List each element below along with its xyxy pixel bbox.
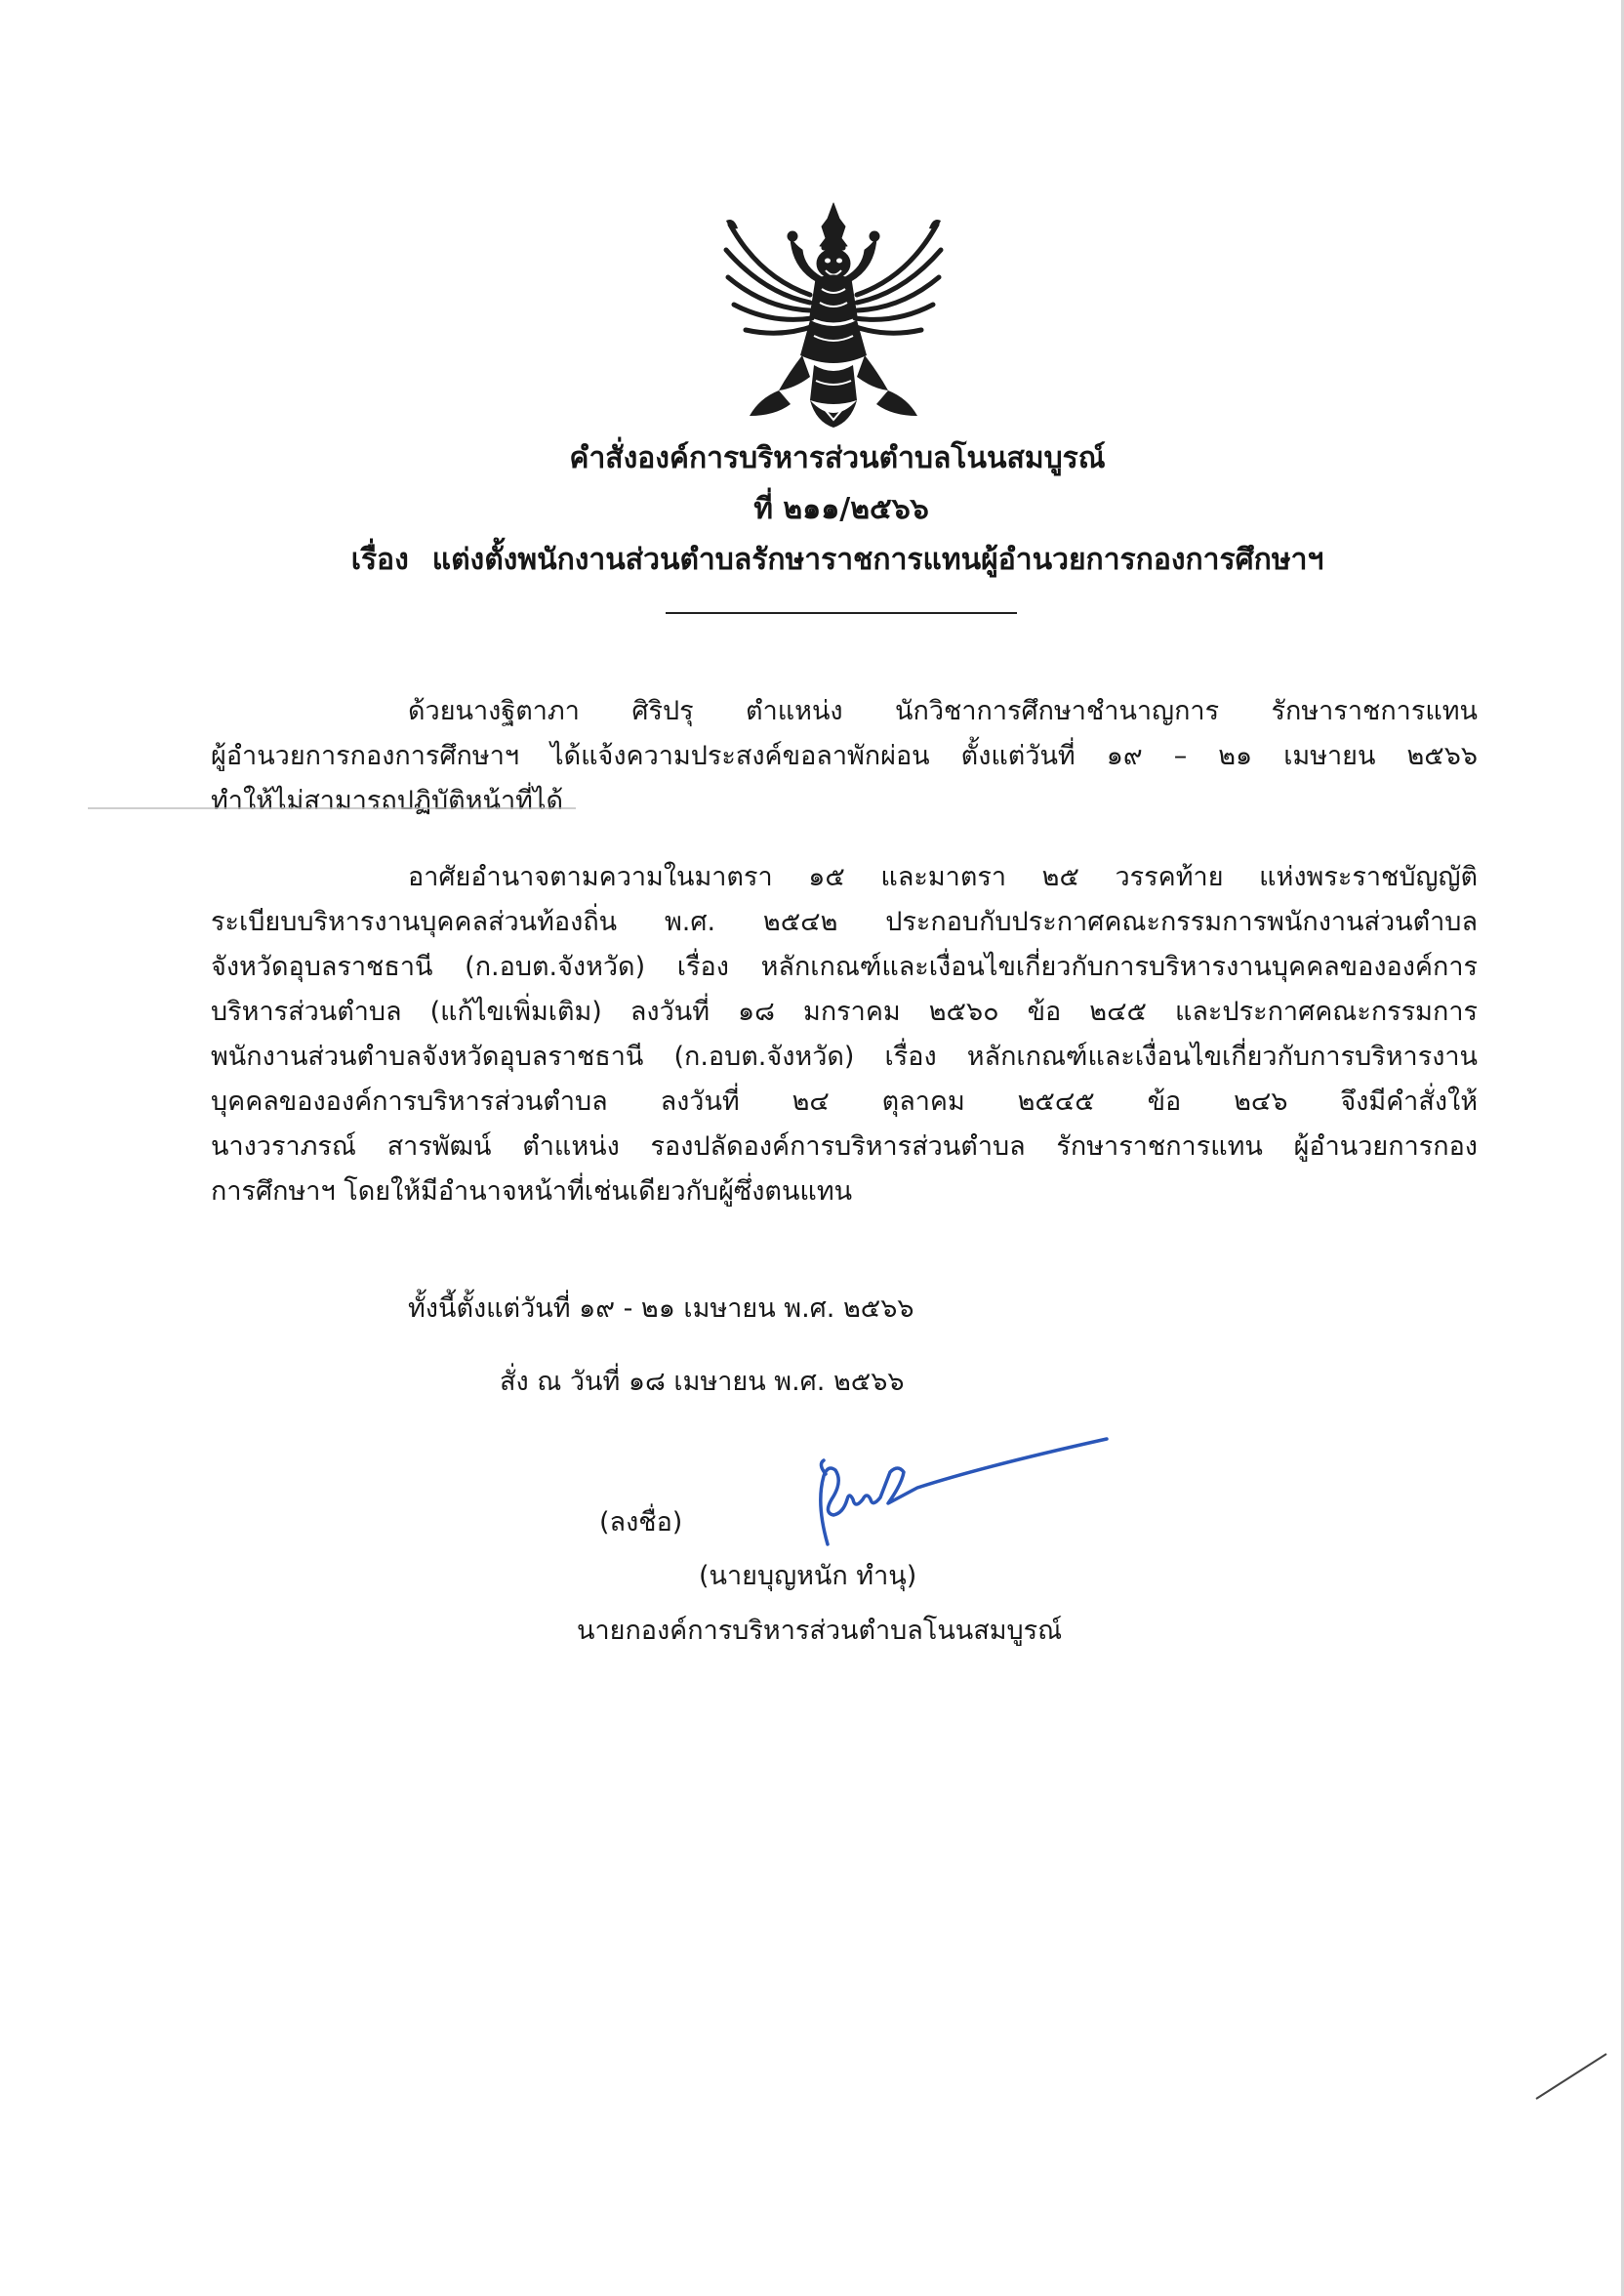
subject-label: เรื่อง bbox=[350, 543, 409, 577]
order-date: สั่ง ณ วันที่ ๑๘ เมษายน พ.ศ. ๒๕๖๖ bbox=[500, 1367, 905, 1397]
handwritten-signature-icon bbox=[789, 1435, 1111, 1572]
scan-stroke-mark bbox=[1532, 2048, 1610, 2107]
heading-divider bbox=[666, 612, 1017, 614]
effective-date: ทั้งนี้ตั้งแต่วันที่ ๑๙ - ๒๑ เมษายน พ.ศ. ๒๕๖๖ bbox=[408, 1293, 914, 1324]
paragraph-line: อาศัยอำนาจตามความในมาตรา ๑๕ และมาตรา ๒๕ วรรคท้าย แห่งพระราชบัญญัติ bbox=[408, 862, 1478, 892]
paragraph-2 bbox=[211, 855, 1478, 1214]
paragraph-line: ผู้อำนวยการกองการศึกษาฯ ได้แจ้งความประสงค์ขอลาพักผ่อน ตั้งแต่วันที่ ๑๙ – ๒๑ เมษายน ๒๕๖๖ bbox=[211, 741, 1478, 771]
paragraph-line: ระเบียบบริหารงานบุคคลส่วนท้องถิ่น พ.ศ. ๒๕๔๒ ประกอบกับประกาศคณะกรรมการพนักงานส่วนตำบล bbox=[211, 907, 1478, 937]
order-subject bbox=[25, 541, 1624, 580]
order-title: คำสั่งองค์การบริหารส่วนตำบลโนนสมบูรณ์ bbox=[569, 441, 1106, 475]
paragraph-line: การศึกษาฯ โดยให้มีอำนาจหน้าที่เช่นเดียวกับผู้ซึ่งตนแทน bbox=[211, 1176, 853, 1207]
signer-name: (นายบุญหนัก ทำนุ) bbox=[699, 1561, 917, 1591]
paragraph-line: บริหารส่วนตำบล (แก้ไขเพิ่มเติม) ลงวันที่ ๑๘ มกราคม ๒๕๖๐ ข้อ ๒๔๕ และประกาศคณะกรรมการ bbox=[211, 997, 1478, 1027]
paragraph-line: พนักงานส่วนตำบลจังหวัดอุบลราชธานี (ก.อบต.จังหวัด) เรื่อง หลักเกณฑ์และเงื่อนไขเกี่ยวกับการบริหารงาน bbox=[211, 1042, 1478, 1072]
scan-line-mark bbox=[88, 799, 576, 818]
paragraph-line: นางวราภรณ์ สารพัฒน์ ตำแหน่ง รองปลัดองค์การบริหารส่วนตำบล รักษาราชการแทน ผู้อำนวยการกอง bbox=[211, 1131, 1478, 1162]
garuda-emblem-icon bbox=[720, 199, 947, 430]
signer-position: นายกองค์การบริหารส่วนตำบลโนนสมบูรณ์ bbox=[577, 1616, 1063, 1646]
signature-label: (ลงชื่อ) bbox=[599, 1507, 683, 1538]
paragraph-line: ด้วยนางฐิตาภา ศิริปรุ ตำแหน่ง นักวิชาการศึกษาชำนาญการ รักษาราชการแทน bbox=[408, 696, 1478, 726]
order-number: ที่ ๒๑๑/๒๕๖๖ bbox=[753, 492, 929, 526]
subject-text: แต่งตั้งพนักงานส่วนตำบลรักษาราชการแทนผู้อำนวยการกองการศึกษาฯ bbox=[431, 543, 1324, 577]
paragraph-line: จังหวัดอุบลราชธานี (ก.อบต.จังหวัด) เรื่อง หลักเกณฑ์และเงื่อนไขเกี่ยวกับการบริหารงานบุคคลขององค์การ bbox=[211, 952, 1478, 982]
paragraph-line: ทำให้ไม่สามารถปฏิบัติหน้าที่ได้ bbox=[211, 786, 564, 816]
paragraph-line: บุคคลขององค์การบริหารส่วนตำบล ลงวันที่ ๒๔ ตุลาคม ๒๕๔๕ ข้อ ๒๔๖ จึงมีคำสั่งให้ bbox=[211, 1086, 1478, 1117]
